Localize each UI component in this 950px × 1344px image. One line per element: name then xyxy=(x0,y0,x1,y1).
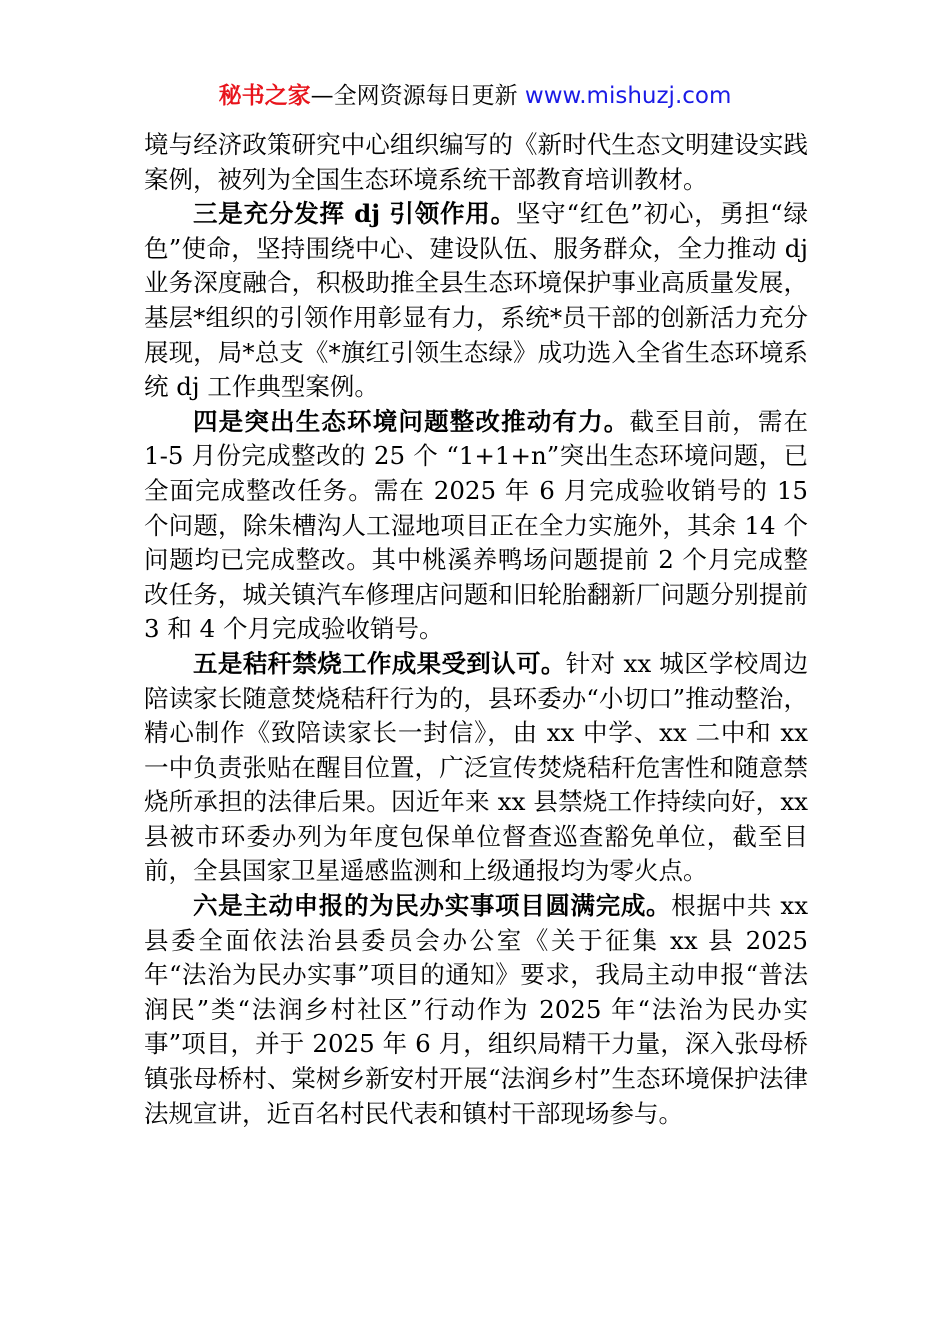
paragraph-rectification xyxy=(144,405,808,647)
paragraph-heading: 五是秸秆禁烧工作成果受到认可。 xyxy=(193,648,566,678)
paragraph-text: 截至目前，需在 1-5 月份完成整改的 25 个 “1+1+n”突出生态环境问题，已全面完成整改任务。需在 2025 年 6 月完成验收销号的 15 个问题，除朱槽沟人工湿地项目正在全力实施外，其余 14 个问题均已完成整改。其中桃溪养鸭场问题提前 2 个月完成整改任务，城关镇汽车修理店问题和旧轮胎翻新厂问题分别提前 3 和 4 个月完成验收销号。 xyxy=(144,406,809,644)
paragraph-dj-leadership xyxy=(144,197,808,405)
document-body xyxy=(144,128,808,1131)
paragraph-text: 坚守“红色”初心，勇担“绿色”使命，坚持围绕中心、建设队伍、服务群众，全力推动 dj 业务深度融合，积极助推全县生态环境保护事业高质量发展，基层*组织的引领作用彰显有力，系统*员干部的创新活力充分展现，局*总支《*旗红引领生态绿》成功选入全省生态环境系统 dj 工作典型案例。 xyxy=(144,199,808,402)
paragraph-heading: 三是充分发挥 dj 引领作用。 xyxy=(193,199,516,229)
brand-name: 秘书之家 xyxy=(218,83,311,109)
paragraph-text: 根据中共 xx 县委全面依法治县委员会办公室《关于征集 xx 县 2025 年“法治为民办实事”项目的通知》要求，我局主动申报“普法润民”类“法润乡村社区”行动作为 2025 年“法治为民办实事”项目，并于 2025 年 6 月，组织局精干力量，深入张母桥镇张母桥村、棠树乡新安村开展“法润乡村”生态环境保护法律法规宣讲，近百名村民代表和镇村干部现场参与。 xyxy=(144,891,809,1128)
page-header xyxy=(0,80,950,112)
site-url-link[interactable]: www.mishuzj.com xyxy=(524,83,732,109)
intro-paragraph: 境与经济政策研究中心组织编写的《新时代生态文明建设实践案例，被列为全国生态环境系统干部教育培训教材。 xyxy=(144,130,808,194)
paragraph-text: 针对 xx 城区学校周边陪读家长随意焚烧秸秆行为的，县环委办“小切口”推动整治，精心制作《致陪读家长一封信》，由 xx 中学、xx 二中和 xx 一中负责张贴在醒目位置，广泛宣传焚烧秸秆危害性和随意禁烧所承担的法律后果。因近年来 xx 县禁烧工作持续向好，xx 县被市环委办列为年度包保单位督查巡查豁免单位，截至目前，全县国家卫星遥感监测和上级通报均为零火点。 xyxy=(144,648,809,886)
header-tagline: —全网资源每日更新 xyxy=(310,83,525,109)
paragraph-straw-burning xyxy=(144,647,808,889)
paragraph-public-service xyxy=(144,889,808,1131)
paragraph-heading: 六是主动申报的为民办实事项目圆满完成。 xyxy=(193,891,672,921)
paragraph-heading: 四是突出生态环境问题整改推动有力。 xyxy=(193,406,630,436)
